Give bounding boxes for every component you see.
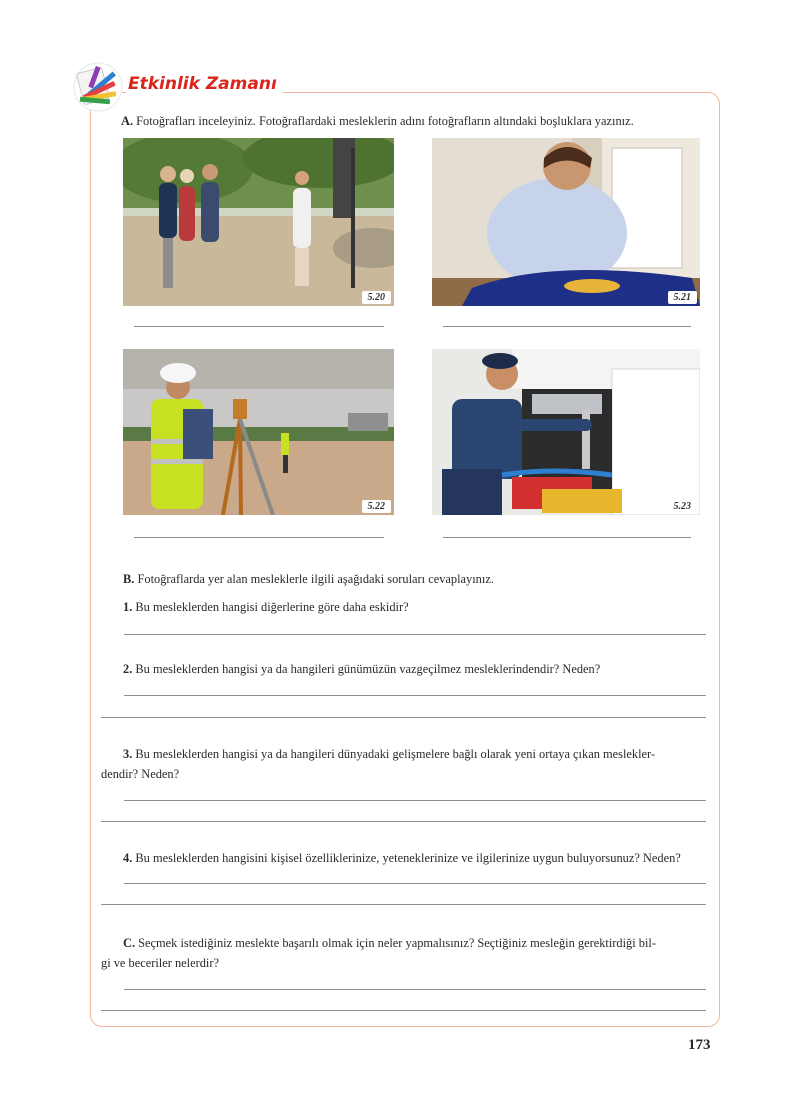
answer-line[interactable] — [443, 326, 691, 327]
figure-label: 5.21 — [668, 291, 698, 304]
pencils-icon — [72, 60, 124, 114]
question-4 — [123, 850, 681, 866]
question-text: Bu mesleklerden hangisi ya da hangileri dünyadaki gelişmelere bağlı olarak yeni ortaya çıkan meslekler- — [135, 747, 656, 761]
section-c-question — [123, 935, 656, 951]
section-c-continued: gi ve beceriler nelerdir? — [101, 956, 219, 970]
answer-line[interactable] — [124, 989, 706, 990]
page-number: 173 — [688, 1037, 711, 1053]
section-b-label: B. — [123, 572, 135, 586]
figure-label: 5.20 — [362, 291, 392, 304]
question-text: Bu mesleklerden hangisi ya da hangileri günümüzün vazgeçilmez mesleklerindendir? Neden? — [135, 662, 601, 676]
plumber-photo — [432, 349, 700, 515]
question-number: 1. — [123, 600, 133, 614]
section-b-instruction — [123, 571, 494, 587]
section-b-text: Fotoğraflarda yer alan mesleklerle ilgili aşağıdaki soruları cevaplayınız. — [137, 572, 494, 586]
question-3-continued: dendir? Neden? — [101, 767, 180, 781]
section-a-text: Fotoğrafları inceleyiniz. Fotoğraflardaki mesleklerin adını fotoğrafların altındaki boşluklara yazınız. — [136, 114, 634, 128]
answer-line[interactable] — [101, 904, 706, 905]
question-2 — [123, 661, 600, 677]
answer-line[interactable] — [101, 1010, 706, 1011]
activity-title: Etkinlik Zamanı — [126, 74, 283, 94]
answer-line[interactable] — [124, 634, 706, 635]
answer-line[interactable] — [101, 717, 706, 718]
question-text: Bu mesleklerden hangisi diğerlerine göre daha eskidir? — [135, 600, 409, 614]
section-c-label: C. — [123, 936, 136, 950]
section-c-text: Seçmek istediğiniz meslekte başarılı olmak için neler yapmalısınız? Seçtiğiniz mesleğin gerektirdiği bil- — [138, 936, 657, 950]
answer-line[interactable] — [101, 821, 706, 822]
tailor-photo — [432, 138, 700, 306]
section-a-instruction — [121, 113, 634, 129]
answer-line[interactable] — [443, 537, 691, 538]
section-a-label: A. — [121, 114, 134, 128]
answer-line[interactable] — [134, 537, 384, 538]
question-number: 3. — [123, 747, 133, 761]
tour-guide-photo — [123, 138, 394, 306]
question-number: 2. — [123, 662, 133, 676]
answer-line[interactable] — [124, 883, 706, 884]
question-number: 4. — [123, 851, 133, 865]
answer-line[interactable] — [134, 326, 384, 327]
surveyor-photo — [123, 349, 394, 515]
answer-line[interactable] — [124, 695, 706, 696]
figure-label: 5.22 — [362, 500, 392, 513]
figure-label: 5.23 — [668, 500, 698, 513]
question-text: Bu mesleklerden hangisini kişisel özelliklerinize, yeteneklerinize ve ilgilerinize uygun buluyorsunuz? Neden? — [135, 851, 681, 865]
question-1 — [123, 599, 409, 615]
answer-line[interactable] — [124, 800, 706, 801]
question-3 — [123, 746, 655, 762]
